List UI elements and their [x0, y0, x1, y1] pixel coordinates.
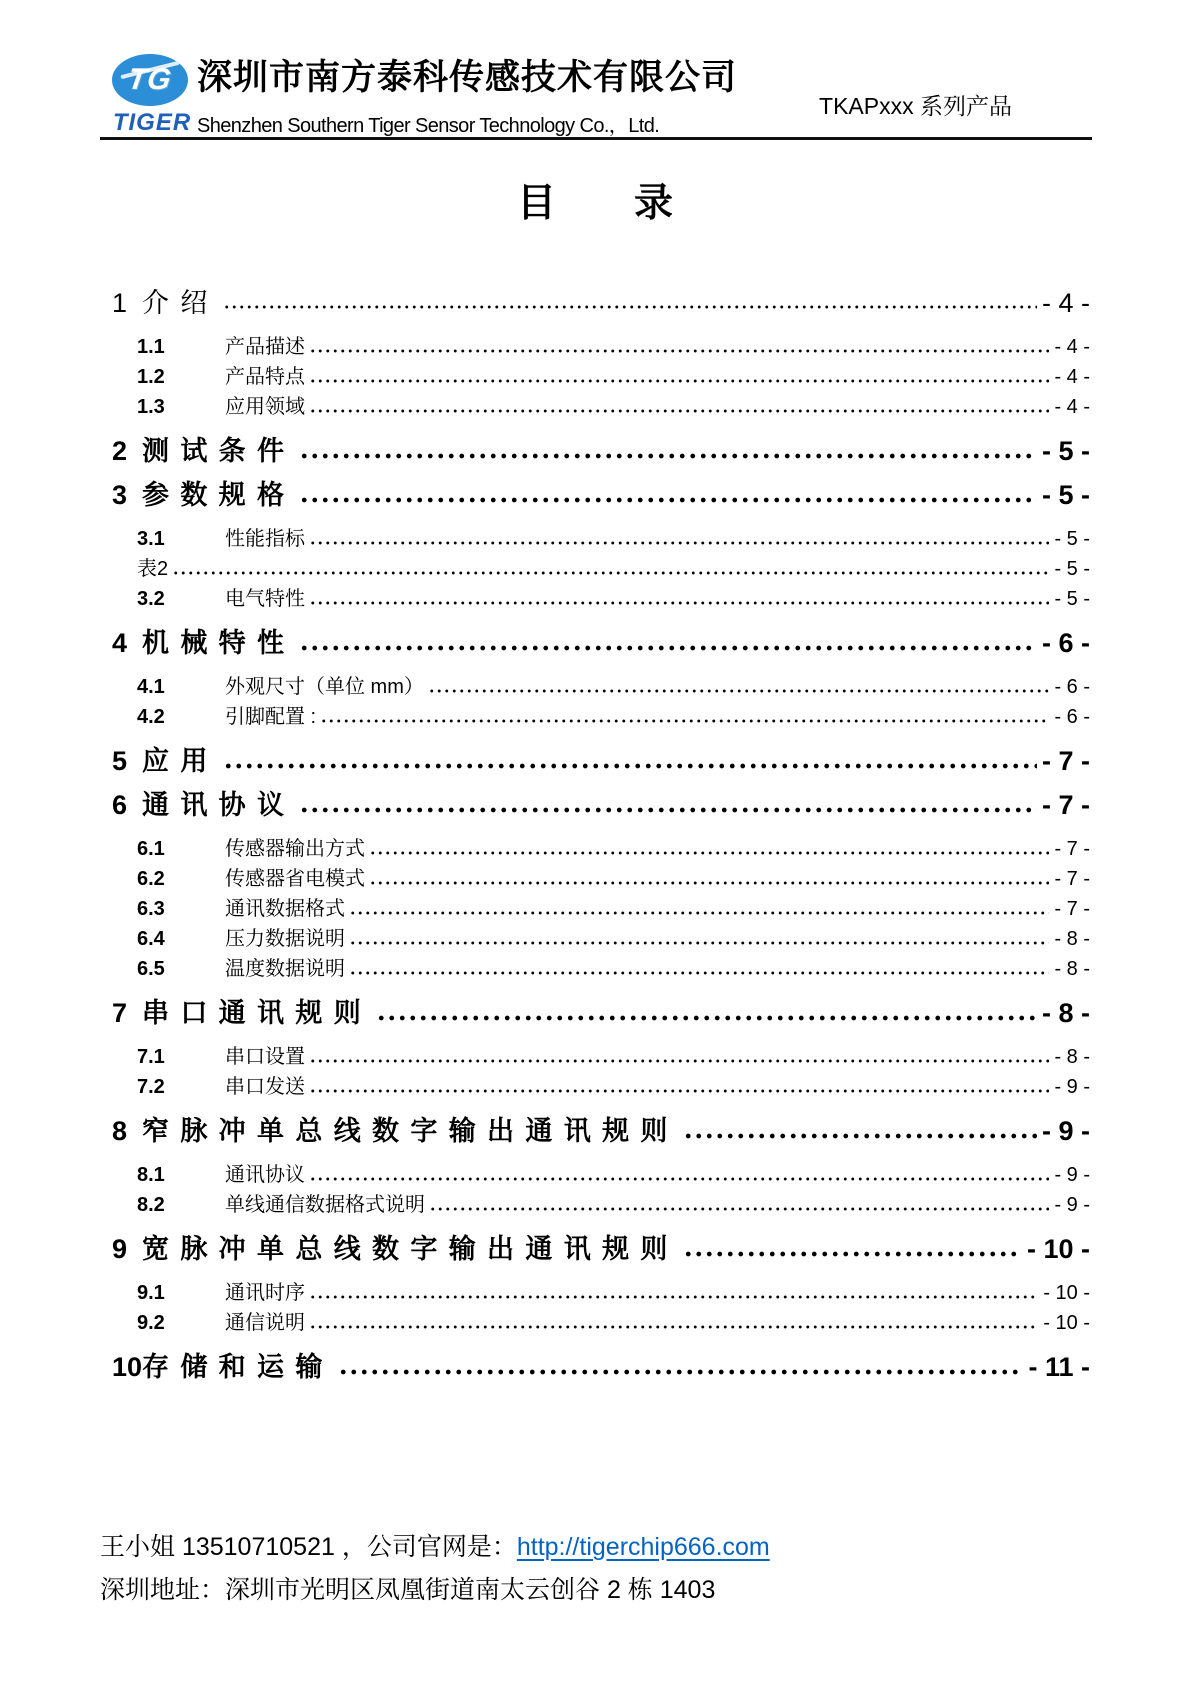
toc-entry-number: 2 — [112, 436, 128, 466]
toc-entry-label: 电气特性 — [225, 588, 305, 610]
toc-entry[interactable] — [100, 672, 1090, 702]
dot-leader — [309, 332, 1049, 362]
dot-leader — [338, 1352, 1024, 1382]
toc-entry-number: 4.2 — [137, 706, 165, 728]
toc-entry[interactable] — [100, 288, 1090, 318]
toc-entry-page-number: - 9 - — [1054, 1164, 1090, 1186]
toc-entry[interactable] — [100, 1278, 1090, 1308]
toc-entry-number: 8.2 — [137, 1194, 165, 1216]
toc-entry-number: 6.2 — [137, 868, 165, 890]
toc-entry-label: 介绍 — [142, 288, 219, 318]
dot-leader — [299, 628, 1037, 658]
toc-entry[interactable] — [100, 362, 1090, 392]
toc-entry[interactable] — [100, 436, 1090, 466]
toc-entry-page-number: - 10 - — [1043, 1282, 1090, 1304]
dot-leader — [320, 702, 1049, 732]
toc-entry-page-number: - 11 - — [1028, 1352, 1090, 1382]
toc-entry-page-number: - 10 - — [1043, 1312, 1090, 1334]
dot-leader — [309, 1072, 1049, 1102]
toc-entry-number: 1.1 — [137, 336, 165, 358]
toc-entry-label: 压力数据说明 — [225, 928, 345, 950]
tiger-logo-icon — [112, 54, 188, 106]
dot-leader — [309, 584, 1049, 614]
toc-entry[interactable] — [100, 554, 1090, 584]
toc-entry-label: 传感器省电模式 — [225, 868, 365, 890]
toc-entry[interactable] — [100, 1352, 1090, 1382]
toc-entry[interactable] — [100, 954, 1090, 984]
toc-entry[interactable] — [100, 1116, 1090, 1146]
toc-entry-label: 通信说明 — [225, 1312, 305, 1334]
toc-entry-number: 3 — [112, 480, 128, 510]
toc-entry[interactable] — [100, 1308, 1090, 1338]
toc-entry[interactable] — [100, 1160, 1090, 1190]
toc-entry-page-number: - 9 - — [1054, 1194, 1090, 1216]
toc-entry-page-number: - 10 - — [1026, 1234, 1090, 1264]
toc-entry-label: 宽脉冲单总线数字输出通讯规则 — [142, 1234, 679, 1264]
toc-entry-label: 机械特性 — [142, 628, 296, 658]
toc-entry-number: 9 — [112, 1234, 128, 1264]
toc-entry-label: 应用领域 — [225, 396, 305, 418]
dot-leader — [683, 1116, 1037, 1146]
toc-entry-page-number: - 4 - — [1054, 366, 1090, 388]
toc-entry-page-number: - 5 - — [1054, 528, 1090, 550]
address-line: 深圳地址：深圳市光明区凤凰街道南太云创谷 2 栋 1403 — [100, 1576, 716, 1604]
toc-entry-number: 6.3 — [137, 898, 165, 920]
toc-entry[interactable] — [100, 1072, 1090, 1102]
dot-leader — [309, 524, 1049, 554]
toc-entry-label: 通讯数据格式 — [225, 898, 345, 920]
toc-entry-page-number: - 5 - — [1041, 436, 1090, 466]
dot-leader — [683, 1234, 1022, 1264]
toc-entry[interactable] — [100, 746, 1090, 776]
toc-entry-label: 串口通讯规则 — [142, 998, 373, 1028]
toc-entry[interactable] — [100, 1234, 1090, 1264]
toc-entry-label: 单线通信数据格式说明 — [225, 1194, 425, 1216]
toc-entry-number: 1.3 — [137, 396, 165, 418]
toc-entry-number: 9.1 — [137, 1282, 165, 1304]
contact-text: 王小姐 13510710521 ，公司官网是： — [100, 1533, 517, 1561]
toc-entry[interactable] — [100, 524, 1090, 554]
page-title: 目 录 — [516, 182, 673, 225]
toc-entry-page-number: - 5 - — [1041, 480, 1090, 510]
toc-entry[interactable] — [100, 790, 1090, 820]
toc-entry-label: 应用 — [142, 746, 219, 776]
toc-entry-label: 性能指标 — [225, 528, 305, 550]
toc-entry-label: 外观尺寸（单位 mm） — [225, 676, 424, 698]
toc-entry-label: 串口发送 — [225, 1076, 305, 1098]
toc-entry-page-number: - 8 - — [1041, 998, 1090, 1028]
company-name-chinese: 深圳市南方泰科传感技术有限公司 — [197, 58, 738, 97]
toc-entry-page-number: - 7 - — [1041, 746, 1090, 776]
toc-entry-number: 7.2 — [137, 1076, 165, 1098]
toc-entry-number: 1 — [112, 288, 128, 318]
dot-leader — [309, 362, 1049, 392]
toc-entry-label: 产品特点 — [225, 366, 305, 388]
toc-entry-number: 6.5 — [137, 958, 165, 980]
dot-leader — [349, 924, 1049, 954]
toc-entry[interactable] — [100, 584, 1090, 614]
toc-entry[interactable] — [100, 834, 1090, 864]
toc-entry-page-number: - 6 - — [1054, 676, 1090, 698]
dot-leader — [309, 392, 1049, 422]
dot-leader — [428, 672, 1050, 702]
document-header — [100, 48, 1092, 140]
toc-entry-page-number: - 8 - — [1054, 928, 1090, 950]
toc-entry[interactable] — [100, 332, 1090, 362]
toc-entry-page-number: - 4 - — [1054, 336, 1090, 358]
toc-entry-number: 10 — [112, 1352, 143, 1382]
toc-entry-page-number: - 8 - — [1054, 1046, 1090, 1068]
toc-entry-number: 6.4 — [137, 928, 165, 950]
toc-entry-label: 参数规格 — [142, 480, 296, 510]
toc-entry[interactable] — [100, 864, 1090, 894]
toc-entry-page-number: - 6 - — [1041, 628, 1090, 658]
dot-leader — [349, 894, 1049, 924]
dot-leader — [299, 790, 1037, 820]
logo-tg-monogram: TG — [125, 63, 175, 96]
toc-entry[interactable] — [100, 998, 1090, 1028]
toc-entry-label: 存储和运输 — [142, 1352, 334, 1382]
toc-entry[interactable] — [100, 894, 1090, 924]
toc-entry[interactable] — [100, 1190, 1090, 1220]
dot-leader — [309, 1042, 1049, 1072]
toc-entry-page-number: - 7 - — [1054, 838, 1090, 860]
company-logo — [112, 54, 192, 137]
toc-entry-page-number: - 5 - — [1054, 588, 1090, 610]
toc-entry-label: 通讯协议 — [142, 790, 296, 820]
toc-entry[interactable] — [100, 392, 1090, 422]
toc-entry-page-number: - 7 - — [1054, 868, 1090, 890]
dot-leader — [429, 1190, 1049, 1220]
toc-entry-number: 7.1 — [137, 1046, 165, 1068]
contact-line — [100, 1526, 1100, 1569]
dot-leader — [349, 954, 1049, 984]
toc-entry-label: 通讯协议 — [225, 1164, 305, 1186]
dot-leader — [223, 288, 1037, 318]
toc-entry-number: 1.2 — [137, 366, 165, 388]
toc-entry-label: 引脚配置 : — [225, 706, 317, 728]
toc-entry-label: 测试条件 — [142, 436, 296, 466]
toc-entry-page-number: - 9 - — [1054, 1076, 1090, 1098]
dot-leader — [369, 864, 1049, 894]
toc-entry-label: 表2 — [137, 558, 169, 580]
toc-entry-page-number: - 7 - — [1041, 790, 1090, 820]
toc-entry-label: 温度数据说明 — [225, 958, 345, 980]
dot-leader — [309, 1308, 1038, 1338]
product-series-label: TKAPxxx 系列产品 — [819, 93, 1012, 119]
dot-leader — [299, 480, 1037, 510]
dot-leader — [309, 1278, 1038, 1308]
toc-entry-page-number: - 7 - — [1054, 898, 1090, 920]
toc-entry-number: 3.2 — [137, 588, 165, 610]
toc-entry-number: 7 — [112, 998, 128, 1028]
toc-entry[interactable] — [100, 628, 1090, 658]
company-name-english: Shenzhen Southern Tiger Sensor Technology Co.，Ltd. — [197, 115, 660, 137]
table-of-contents — [100, 274, 1090, 1396]
dot-leader — [223, 746, 1037, 776]
toc-entry-label: 串口设置 — [225, 1046, 305, 1068]
dot-leader — [172, 554, 1049, 584]
toc-entry-page-number: - 4 - — [1041, 288, 1090, 318]
toc-entry-label: 通讯时序 — [225, 1282, 305, 1304]
toc-entry-number: 5 — [112, 746, 128, 776]
toc-entry-page-number: - 4 - — [1054, 396, 1090, 418]
toc-entry-number: 9.2 — [137, 1312, 165, 1334]
toc-entry[interactable] — [100, 924, 1090, 954]
toc-entry-number: 4.1 — [137, 676, 165, 698]
toc-entry-number: 6.1 — [137, 838, 165, 860]
toc-entry-page-number: - 5 - — [1054, 558, 1090, 580]
toc-entry[interactable] — [100, 480, 1090, 510]
document-footer — [100, 1526, 1100, 1612]
toc-entry-number: 4 — [112, 628, 128, 658]
toc-entry-number: 6 — [112, 790, 128, 820]
website-link[interactable]: http://tigerchip666.com — [516, 1533, 770, 1561]
toc-entry-number: 3.1 — [137, 528, 165, 550]
logo-tiger-wordmark: TIGER — [112, 109, 192, 136]
toc-entry-page-number: - 6 - — [1054, 706, 1090, 728]
toc-entry[interactable] — [100, 1042, 1090, 1072]
dot-leader — [376, 998, 1037, 1028]
toc-entry-label: 产品描述 — [225, 336, 305, 358]
toc-entry-label: 窄脉冲单总线数字输出通讯规则 — [142, 1116, 679, 1146]
toc-entry-number: 8.1 — [137, 1164, 165, 1186]
dot-leader — [369, 834, 1049, 864]
toc-entry-page-number: - 8 - — [1054, 958, 1090, 980]
dot-leader — [309, 1160, 1049, 1190]
company-name-block — [197, 50, 737, 138]
toc-entry-page-number: - 9 - — [1041, 1116, 1090, 1146]
toc-entry[interactable] — [100, 702, 1090, 732]
dot-leader — [299, 436, 1037, 466]
toc-entry-number: 8 — [112, 1116, 128, 1146]
toc-entry-label: 传感器输出方式 — [225, 838, 365, 860]
